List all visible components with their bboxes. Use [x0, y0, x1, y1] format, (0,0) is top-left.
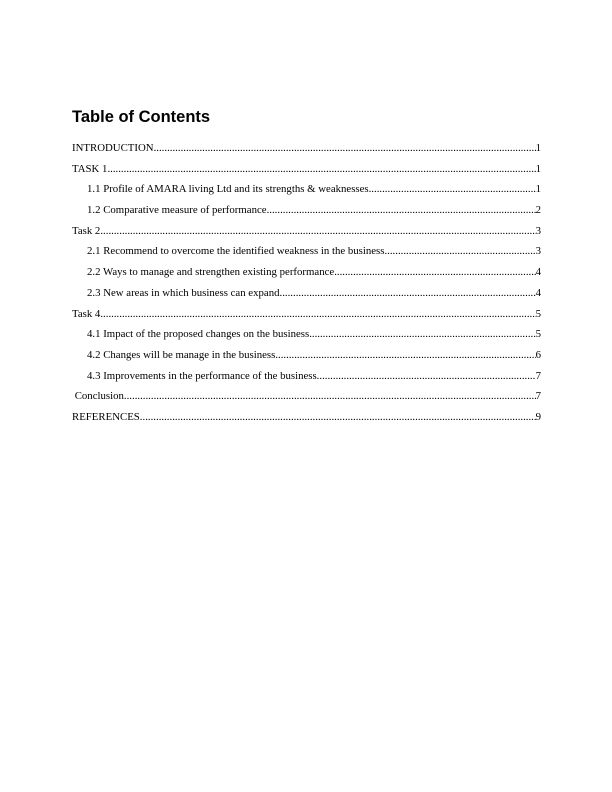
toc-entry-2-2[interactable]: [72, 265, 541, 286]
toc-page-number: 7: [535, 369, 541, 382]
toc-dot-leader: [334, 265, 535, 279]
toc-page-number: 9: [535, 410, 541, 423]
toc-entry-references[interactable]: [72, 410, 541, 431]
toc-dot-leader: [124, 389, 536, 403]
toc-dot-leader: [280, 286, 536, 300]
toc-dot-leader: [384, 244, 535, 258]
toc-dot-leader: [140, 410, 536, 424]
toc-entry-label: 4.3 Improvements in the performance of the business: [87, 369, 317, 382]
toc-dot-leader: [154, 141, 536, 155]
toc-entry-task-2[interactable]: [72, 224, 541, 245]
toc-dot-leader: [369, 182, 536, 196]
toc-entry-2-3[interactable]: [72, 286, 541, 307]
toc-page-number: 7: [535, 390, 541, 403]
toc-entry-label: REFERENCES: [72, 410, 140, 423]
toc-entry-label: 1.2 Comparative measure of performance: [87, 204, 267, 217]
toc-dot-leader: [267, 203, 536, 217]
toc-entry-4-1[interactable]: [72, 327, 541, 348]
toc-page-number: 1: [535, 142, 541, 154]
toc-dot-leader: [317, 369, 536, 383]
toc-page-number: 1: [535, 183, 541, 196]
toc-page-number: 4: [535, 266, 541, 279]
toc-entry-4-3[interactable]: [72, 369, 541, 390]
toc-entry-4-2[interactable]: [72, 348, 541, 369]
toc-entry-2-1[interactable]: [72, 244, 541, 265]
toc-entry-label: Task 2: [72, 224, 101, 237]
toc-dot-leader: [100, 307, 535, 321]
toc-list: [72, 141, 541, 431]
toc-entry-label: 1.1 Profile of AMARA living Ltd and its strengths & weaknesses: [87, 183, 369, 196]
toc-entry-label: Task 4: [72, 307, 101, 320]
toc-page-number: 4: [535, 286, 541, 299]
toc-page-number: 3: [535, 224, 541, 237]
toc-entry-label: 2.2 Ways to manage and strengthen existing performance: [87, 266, 335, 279]
toc-entry-label: INTRODUCTION: [72, 142, 154, 154]
toc-entry-task-4[interactable]: [72, 307, 541, 328]
toc-dot-leader: [275, 348, 535, 362]
toc-dot-leader: [309, 327, 535, 341]
toc-title: Table of Contents: [72, 108, 211, 126]
toc-entry-1-2[interactable]: [72, 203, 541, 224]
toc-entry-label: 2.1 Recommend to overcome the identified weakness in the business: [87, 245, 385, 258]
toc-page-number: 1: [535, 162, 541, 175]
toc-page-number: 6: [535, 348, 541, 361]
toc-page-number: 5: [535, 328, 541, 341]
toc-entry-label: Conclusion: [72, 390, 124, 403]
toc-page-number: 2: [535, 204, 541, 217]
toc-entry-label: 4.2 Changes will be manage in the business: [87, 348, 276, 361]
toc-page-number: 3: [535, 245, 541, 258]
toc-entry-label: 4.1 Impact of the proposed changes on the business: [87, 328, 310, 341]
toc-entry-1-1[interactable]: [72, 182, 541, 203]
toc-entry-label: TASK 1: [72, 162, 108, 175]
toc-page-number: 5: [535, 307, 541, 320]
toc-entry-label: 2.3 New areas in which business can expand: [87, 286, 280, 299]
toc-entry-task-1[interactable]: [72, 162, 541, 183]
toc-entry-conclusion[interactable]: [72, 389, 541, 410]
toc-entry-introduction[interactable]: [72, 141, 541, 162]
toc-dot-leader: [100, 224, 535, 238]
toc-dot-leader: [107, 162, 535, 176]
